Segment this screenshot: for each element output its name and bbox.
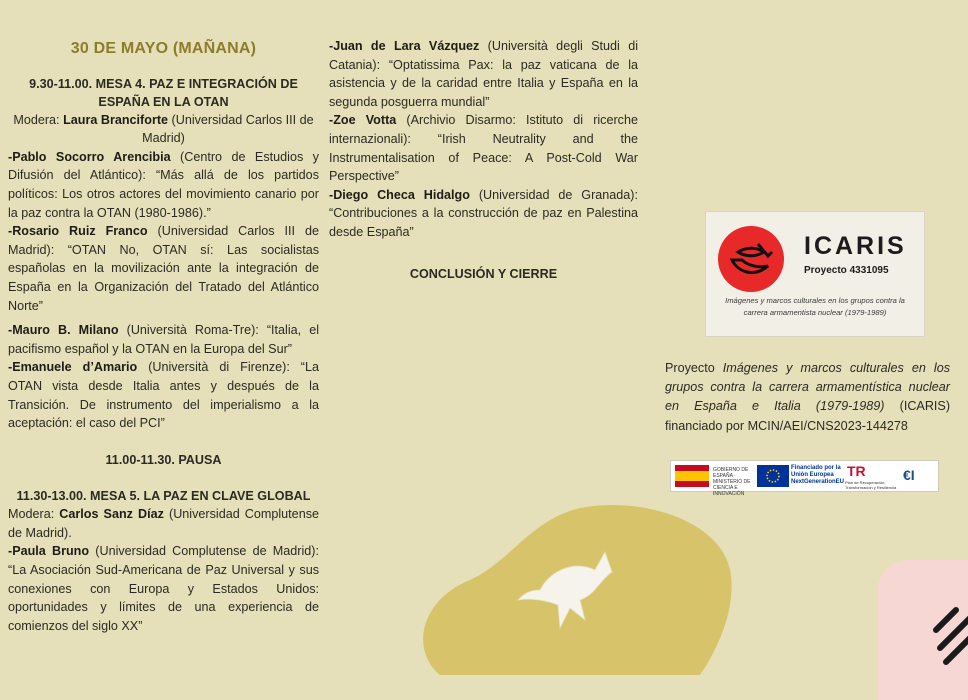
talk-text: (Universidad de Granada): “Contribuciones a la construcción de paz en Palestina desde España” xyxy=(329,187,638,239)
column-left xyxy=(8,0,319,635)
speaker-name: -Zoe Votta xyxy=(329,113,397,128)
moderator-label: Modera: xyxy=(13,112,64,127)
pause-title: 11.00-11.30. PAUSA xyxy=(105,452,222,467)
talk-text: (Università degli Studi di Catania): “Optatissima Pax: la paz vaticana de la asistencia y de la caridad entre Italia y España en la segunda posguerra mundial” xyxy=(329,39,638,109)
talk-text: (Università Roma-Tre): “Italia, el pacifismo español y la OTAN en la Europa del Sur” xyxy=(8,323,319,356)
moderator-name: Laura Branciforte xyxy=(63,112,169,127)
talk-entry xyxy=(8,542,319,635)
project-suffix: (ICARIS) financiado por MCIN/AEI/CNS2023-144278 xyxy=(665,399,951,433)
speaker-name: -Emanuele d’Amario xyxy=(8,360,138,375)
mesa5-title: 11.30-13.00. MESA 5. LA PAZ EN CLAVE GLOBAL xyxy=(16,489,311,504)
talk-entry xyxy=(329,111,638,185)
talk-entry xyxy=(329,37,638,111)
stripes-icon xyxy=(878,560,968,680)
moderator-affiliation: (Universidad Complutense de Madrid). xyxy=(8,507,319,540)
column-middle xyxy=(329,37,638,283)
corner-decoration xyxy=(878,560,968,700)
speaker-name: -Paula Bruno xyxy=(8,544,90,559)
funders-logos-strip xyxy=(670,460,939,497)
speaker-name: -Mauro B. Milano xyxy=(8,323,119,338)
recovery-plan-text: Plan de Recuperación, Transformación y Resiliencia xyxy=(845,480,897,490)
eu-logo-text: Financiado por la Unión Europea NextGenerationEU xyxy=(791,465,845,485)
talk-entry xyxy=(8,321,319,358)
talk-entry xyxy=(8,358,319,432)
date-title: 30 DE MAYO (MAÑANA) xyxy=(70,40,257,57)
mesa4-moderator xyxy=(8,111,319,148)
talk-text: (Università di Firenze): “La OTAN vista desde Italia antes y después de la Transición. De instrumento del imperialismo a la aceptación: el caso del PCI” xyxy=(8,360,319,431)
speaker-name: -Pablo Socorro Arencibia xyxy=(8,149,171,164)
icaris-logo xyxy=(705,211,925,337)
talk-entry xyxy=(8,222,319,315)
recovery-plan-logo-icon: TR xyxy=(847,463,866,479)
mesa5-moderator xyxy=(8,505,319,542)
moderator-name: Carlos Sanz Díaz xyxy=(59,507,164,522)
moderator-label: Modera: xyxy=(8,507,60,522)
talk-text: (Universidad Complutense de Madrid): “La Asociación Sud-Americana de Paz Universal y sus conexiones con Europa y Estados Unidos: oportunidades y límites de una experiencia de comienzos del siglo XX” xyxy=(8,544,319,633)
project-title: Imágenes y marcos culturales en los grupos contra la carrera armamentística nuclear en España e Italia (1979-1989) xyxy=(665,361,950,414)
project-description xyxy=(665,359,950,436)
spain-flag-icon xyxy=(675,465,709,487)
decorative-blob-dove-icon xyxy=(400,500,740,675)
dove-logo-icon xyxy=(718,226,784,292)
project-prefix: Proyecto xyxy=(665,361,723,375)
conclusion-title: CONCLUSIÓN Y CIERRE xyxy=(409,266,558,281)
logo-project-number: Proyecto 4331095 xyxy=(804,265,889,276)
talk-text: (Universidad Carlos III de Madrid): “OTAN No, OTAN sí: Las socialistas españolas en la movilización ante la integración de España en la Organización del Tratado del Atlántico Norte” xyxy=(8,224,319,313)
aei-logo-icon: €I xyxy=(903,467,915,483)
speaker-name: -Rosario Ruiz Franco xyxy=(8,224,148,239)
talk-entry xyxy=(8,148,319,222)
logo-name: ICARIS xyxy=(804,232,907,260)
moderator-affiliation: (Universidad Carlos III de Madrid) xyxy=(142,112,314,146)
talk-entry xyxy=(329,186,638,242)
eu-flag-icon xyxy=(757,465,789,487)
speaker-name: -Juan de Lara Vázquez xyxy=(329,39,480,53)
talk-text: (Archivio Disarmo: Istituto di ricerche internazionali): “Irish Neutrality and the Instrumentalisation of Peace: A Post-Cold War Perspective” xyxy=(329,113,638,184)
logo-subtitle: Imágenes y marcos culturales en los grupos contra la carrera armamentista nuclear (1979-1989) xyxy=(725,296,905,317)
ministry-logo-text: GOBIERNO DE ESPAÑA · MINISTERIO DE CIENCIA E INNOVACIÓN xyxy=(713,467,751,497)
speaker-name: -Diego Checa Hidalgo xyxy=(329,187,470,202)
mesa4-title: 9.30-11.00. MESA 4. PAZ E INTEGRACIÓN DE ESPAÑA EN LA OTAN xyxy=(29,76,298,109)
talk-text: (Centro de Estudios y Difusión del Atlántico): “Más allá de los partidos políticos: Los otros actores del movimiento canario por la paz contra la OTAN (1980-1986).” xyxy=(8,149,319,220)
